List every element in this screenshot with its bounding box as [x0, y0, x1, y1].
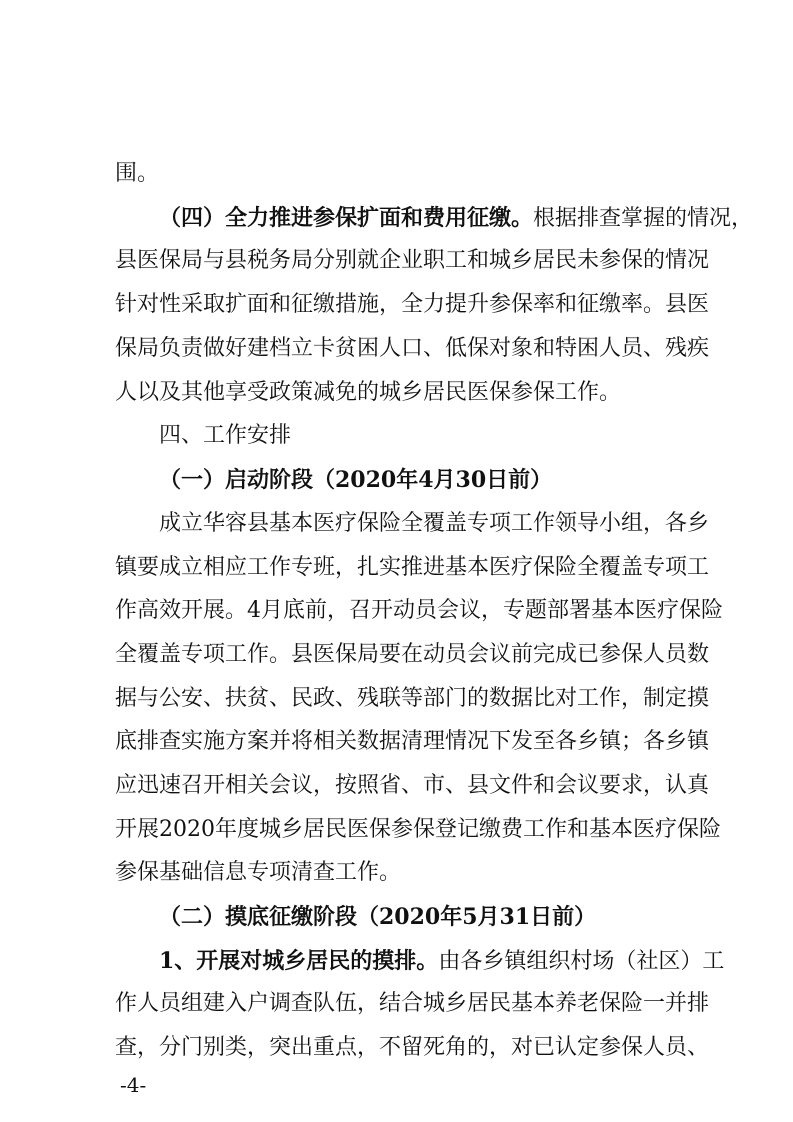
- subheading-launch-stage: （一）启动阶段（2020年4月30日前）: [159, 467, 553, 493]
- text-line-3: 县医保局与县税务局分别就企业职工和城乡居民未参保的情况: [115, 248, 710, 273]
- section-heading-4: （四）全力推进参保扩面和费用征缴。: [159, 205, 534, 231]
- text-line-11: 作高效开展。4月底前，召开动员会议，专题部署基本医疗保险: [115, 598, 723, 623]
- text-line-9: 成立华容县基本医疗保险全覆盖专项工作领导小组，各乡: [159, 511, 710, 536]
- text-line-1: 围。: [115, 161, 160, 186]
- text-line-15: 应迅速召开相关会议，按照省、市、县文件和会议要求，认真: [115, 773, 710, 798]
- item-heading-1: 1、开展对城乡居民的摸排。: [159, 948, 439, 974]
- text-line-21: 查，分门别类，突出重点，不留死角的，对已认定参保人员、: [115, 1035, 710, 1060]
- subheading-survey-collection-stage: （二）摸底征缴阶段（2020年5月31日前）: [159, 904, 597, 930]
- item-heading-1-line: 1、开展对城乡居民的摸排。由各乡镇组织村场（社区）工: [159, 948, 725, 974]
- text-line-16: 开展2020年度城乡居民医保参保登记缴费工作和基本医疗保险: [115, 817, 721, 842]
- chapter-heading-work-arrangement: 四、工作安排: [159, 423, 292, 448]
- text-line-4: 针对性采取扩面和征缴措施，全力提升参保率和征缴率。县医: [115, 292, 710, 317]
- text-line-12: 全覆盖专项工作。县医保局要在动员会议前完成已参保人员数: [115, 642, 710, 667]
- text-line-10: 镇要成立相应工作专班，扎实推进基本医疗保险全覆盖专项工: [115, 555, 710, 580]
- text-line-6: 人以及其他享受政策减免的城乡居民医保参保工作。: [115, 380, 622, 405]
- text-line-20: 作人员组建入户调查队伍，结合城乡居民基本养老保险一并排: [115, 991, 710, 1016]
- text-line-5: 保局负责做好建档立卡贫困人口、低保对象和特困人员、残疾: [115, 336, 710, 361]
- page-number: -4-: [120, 1073, 147, 1097]
- text-line-14: 底排查实施方案并将相关数据清理情况下发至各乡镇；各乡镇: [115, 729, 710, 754]
- text-line-17: 参保基础信息专项清查工作。: [115, 860, 402, 885]
- section-heading-4-line: （四）全力推进参保扩面和费用征缴。根据排查掌握的情况，: [159, 205, 754, 231]
- text-line-13: 据与公安、扶贫、民政、残联等部门的数据比对工作，制定摸: [115, 686, 710, 711]
